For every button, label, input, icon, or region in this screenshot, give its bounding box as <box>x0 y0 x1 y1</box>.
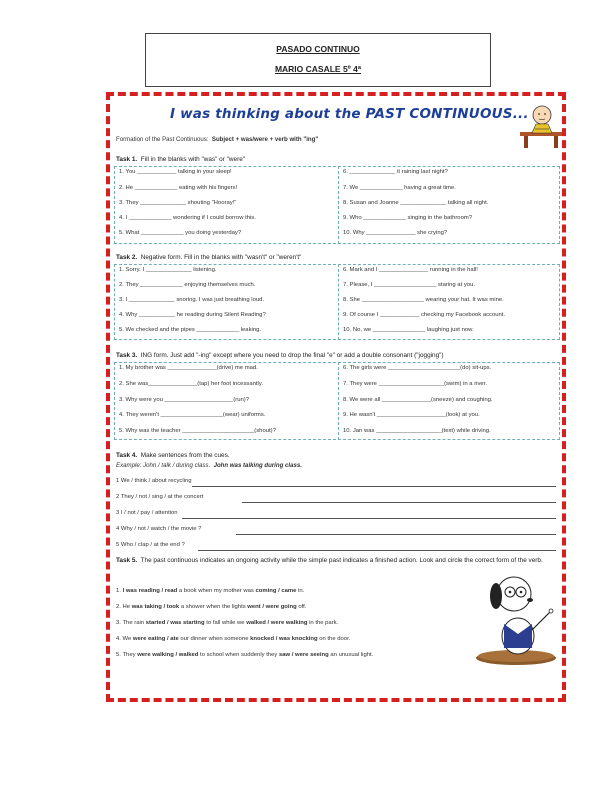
task3-item[interactable]: 4. They weren't ___________________(wear) uniforms. <box>119 412 266 418</box>
task2-item[interactable]: 6. Mark and I _______________ running in the hall! <box>343 267 478 273</box>
task5-heading: Task 5. The past continuous indicates an ongoing activity while the simple past indicates a finished action. Look and circle the correct form of the verb. <box>116 557 543 564</box>
task2-divider <box>338 264 339 340</box>
task4-item: 3 I / not / pay / attention <box>116 510 178 516</box>
task3-item[interactable]: 7. They were ____________________(swim) in a river. <box>343 381 487 387</box>
task3-item[interactable]: 6. The girls were ______________________(do) sit-ups. <box>343 365 492 371</box>
task4-item: 2 They / not / sing / at the concert <box>116 494 204 500</box>
task1-item[interactable]: 7. We _____________ having a great time. <box>343 185 456 191</box>
task2-item[interactable]: 3. I ______________ snoring. I was just breathing loud. <box>119 297 265 303</box>
task4-answer-line[interactable] <box>198 550 556 551</box>
task2-heading: Task 2. Negative form. Fill in the blanks with "wasn't" or "weren't" <box>116 254 302 261</box>
task4-example: Example: John / talk / during class. John was talking during class. <box>116 462 302 469</box>
task1-item[interactable]: 5. What _____________ you doing yesterday? <box>119 230 242 236</box>
task4-item: 4 Why / not / watch / the movie ? <box>116 526 202 532</box>
task2-item[interactable]: 4. Why ___________ he reading during Silent Reading? <box>119 312 266 318</box>
task3-item[interactable]: 5. Why was the teacher ______________________(shout)? <box>119 428 276 434</box>
task4-answer-line[interactable] <box>182 518 556 519</box>
task1-item[interactable]: 1. You ____________ talking in your sleep! <box>119 169 232 175</box>
task2-item[interactable]: 5. We checked and the pipes _____________ leaking. <box>119 327 262 333</box>
task3-heading: Task 3. ING form. Just add "-ing" except where you need to drop the final "e" or add a double consonant ("jogging") <box>116 352 444 359</box>
task1-item[interactable]: 3. They ______________ shouting "Hooray!" <box>119 200 237 206</box>
task2-item[interactable]: 2. They _____________ enjoying themselves much. <box>119 282 256 288</box>
task4-heading: Task 4. Make sentences from the cues. <box>116 452 230 459</box>
task3-item[interactable]: 3. Why were you _____________________(run)? <box>119 397 250 403</box>
task2-item[interactable]: 10. No, we ________________ laughing just now. <box>343 327 474 333</box>
task3-divider <box>338 362 339 440</box>
task3-item[interactable]: 10. Jan was ____________________(text) while driving. <box>343 428 491 434</box>
worksheet-title: I was thinking about the PAST CONTINUOUS... <box>170 106 529 122</box>
header-title: PASADO CONTINUO <box>276 44 360 54</box>
task3-item[interactable]: 9. He wasn't _____________________(look) at you. <box>343 412 480 418</box>
task4-answer-line[interactable] <box>192 486 556 487</box>
task1-item[interactable]: 4. I _____________ wondering if I could borrow this. <box>119 215 256 221</box>
task3-item[interactable]: 1. My brother was _______________(drive) me mad. <box>119 365 258 371</box>
task2-item[interactable]: 1. Sorry. I ______________ listening. <box>119 267 217 273</box>
task4-answer-line[interactable] <box>236 534 556 535</box>
task5-item[interactable]: 1. I was reading / read a book when my mother was coming / came in. <box>116 588 305 594</box>
charlie-brown-at-desk-illustration <box>518 102 564 148</box>
task5-item[interactable]: 5. They were walking / walked to school when suddenly they saw / were seeing an unusual light. <box>116 652 374 658</box>
snoopy-conductor-illustration <box>474 572 558 666</box>
task1-divider <box>338 166 339 244</box>
task1-heading: Task 1. Fill in the blanks with "was" or "were" <box>116 156 246 163</box>
task1-item[interactable]: 6. ______________ it raining last night? <box>343 169 448 175</box>
task2-item[interactable]: 7. Please, I ___________________ staring at you. <box>343 282 475 288</box>
task4-item: 5 Who / clap / at the end ? <box>116 542 185 548</box>
worksheet <box>106 92 566 702</box>
task2-item[interactable]: 9. Of course I ____________ checking my Facebook account. <box>343 312 506 318</box>
formation-rule: Formation of the Past Continuous: Subject + was/were + verb with "ing" <box>116 136 319 143</box>
task5-item[interactable]: 4. We were eating / ate our dinner when someone knocked / was knocking on the door. <box>116 636 351 642</box>
task3-item[interactable]: 8. We were all _______________(sneeze) and coughing. <box>343 397 493 403</box>
task2-item[interactable]: 8. She ___________________ wearing your hat. It was mine. <box>343 297 504 303</box>
task1-item[interactable]: 2. He _____________ eating with his fingers! <box>119 185 238 191</box>
task5-item[interactable]: 3. The rain started / was starting to fall while we walked / were walking in the park. <box>116 620 339 626</box>
task4-item: 1 We / think / about recycling <box>116 478 192 484</box>
task5-item[interactable]: 2. He was taking / took a shower when the lights went / were going off. <box>116 604 307 610</box>
header-author: MARIO CASALE 5º 4ª <box>274 64 362 74</box>
task4-answer-line[interactable] <box>242 502 556 503</box>
task1-item[interactable]: 9. Who _____________ singing in the bathroom? <box>343 215 473 221</box>
task1-item[interactable]: 10. Why _______________ she crying? <box>343 230 448 236</box>
header-box <box>145 33 491 87</box>
task3-item[interactable]: 2. She was_______________(tap) her foot incessantly. <box>119 381 263 387</box>
task1-item[interactable]: 8. Susan and Joanne ______________ talking all night. <box>343 200 489 206</box>
